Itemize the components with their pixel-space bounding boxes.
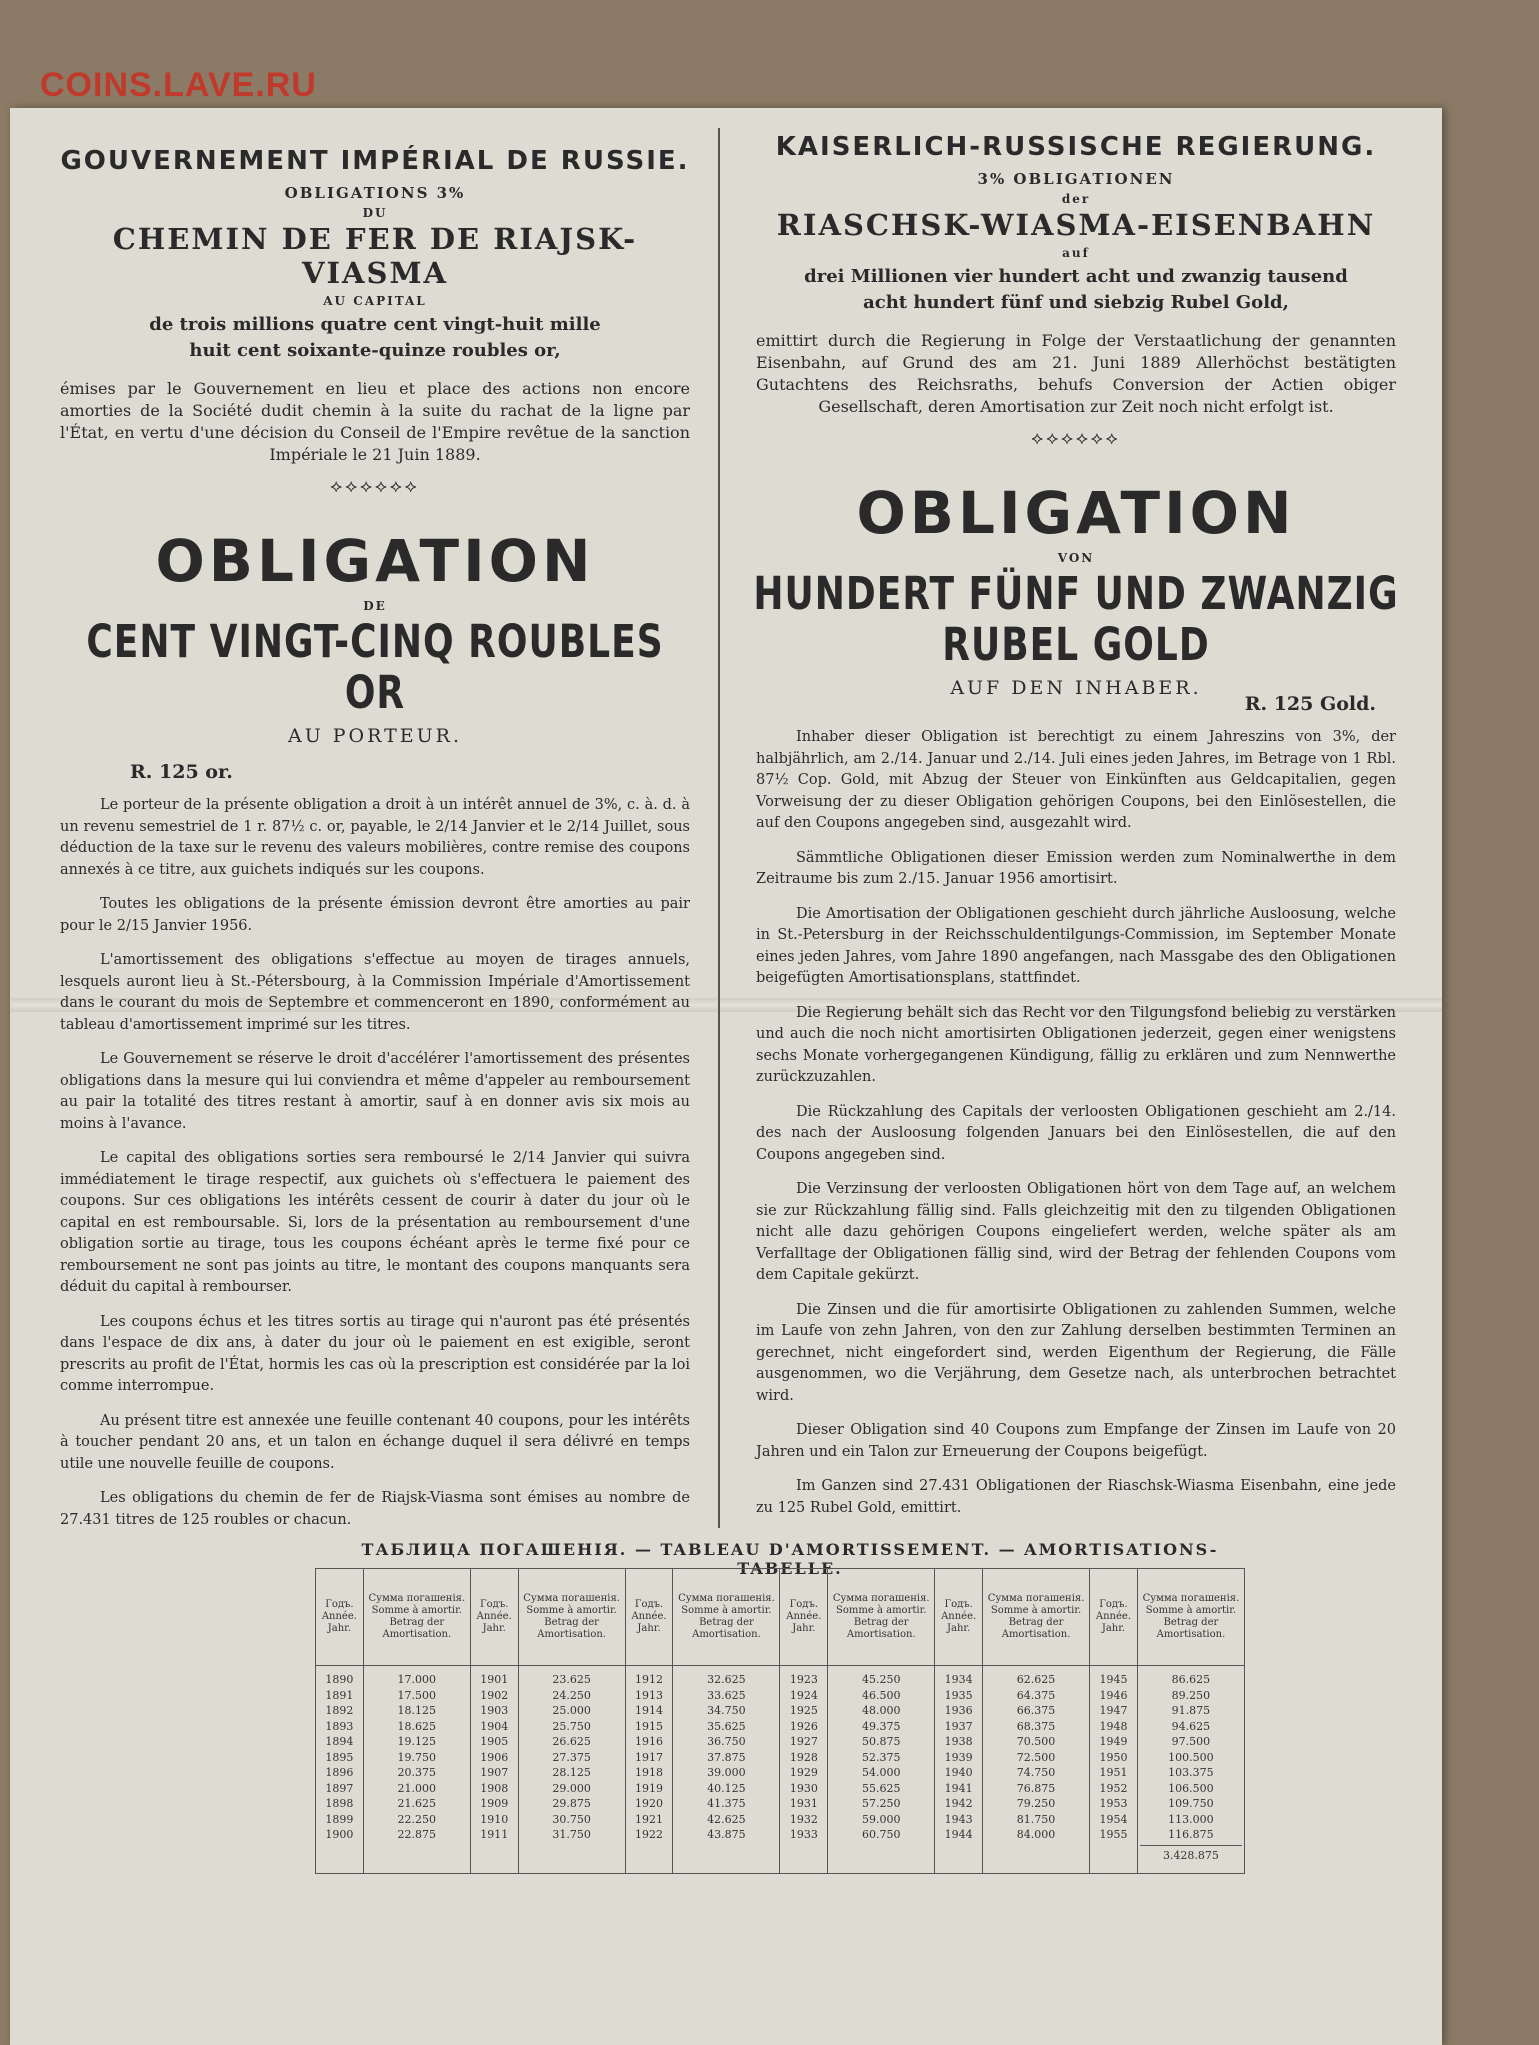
german-paragraph: Die Regierung behält sich das Recht vor den Tilgungsfond beliebig zu verstärken und auch die noch nicht amortisirten Obligationen jederzeit, gegen einer wenigstens sechs Monate vorhergegangenen Kündigung, fällig zu erklären und zum Nennwerthe zurückzuzahlen. bbox=[756, 1004, 1396, 1085]
german-paragraph: Im Ganzen sind 27.431 Obligationen der Riaschsk-Wiasma Eisenbahn, eine jede zu 125 Rubel Gold, emittirt. bbox=[756, 1478, 1396, 1516]
sum-cell-last bbox=[1137, 1666, 1244, 1874]
column-separator bbox=[718, 128, 720, 1528]
sum-cell: 23.625 24.250 25.000 25.750 26.625 27.375 28.125 29.000 29.875 30.750 31.750 bbox=[518, 1666, 625, 1874]
year-cell: 1901 1902 1903 1904 1905 1906 1907 1908 1909 1910 1911 bbox=[470, 1666, 518, 1874]
sum-header: Сумма погашенія. Somme à amortir. Betrag der Amortisation. bbox=[518, 1569, 625, 1666]
year-header: Годъ. Année. Jahr. bbox=[1090, 1569, 1138, 1666]
german-ornament: ⟡⟡⟡⟡⟡⟡ bbox=[1031, 428, 1121, 449]
bond-document bbox=[10, 108, 1442, 2045]
sum-header: Сумма погашенія. Somme à amortir. Betrag der Amortisation. bbox=[828, 1569, 935, 1666]
year-header: Годъ. Année. Jahr. bbox=[780, 1569, 828, 1666]
sum-cell: 45.250 46.500 48.000 49.375 50.875 52.375 54.000 55.625 57.250 59.000 60.750 bbox=[828, 1666, 935, 1874]
watermark: COINS.LAVE.RU bbox=[40, 66, 317, 104]
french-paragraph: Le porteur de la présente obligation a droit à un intérêt annuel de 3%, c. à. d. à un revenu semestriel de 1 r. 87½ c. or, payable, le 2/14 Janvier et le 2/14 Juillet, sous déduction de la taxe sur le revenu des valeurs mobilières, contre remise des coupons annexés à ce titre, aux guichets indiqués sur les coupons. bbox=[60, 797, 690, 878]
sum-cell: 62.625 64.375 66.375 68.375 70.500 72.500 74.750 76.875 79.250 81.750 84.000 bbox=[983, 1666, 1090, 1874]
table-header-row bbox=[316, 1569, 1245, 1666]
german-paragraph: Die Amortisation der Obligationen geschieht durch jährliche Ausloosung, welche in St.-Petersburg in der Reichsschuldentilgungs-Commission, im September Monate eines jeden Jahres, vom Jahre 1890 angefangen, nach Massgabe des den Obligationen beigefügten Amortisationsplans, stattfindet. bbox=[756, 905, 1396, 986]
sum-header: Сумма погашенія. Somme à amortir. Betrag der Amortisation. bbox=[673, 1569, 780, 1666]
table-row bbox=[316, 1666, 1245, 1874]
french-railway-name: CHEMIN DE FER DE RIAJSK-VIASMA bbox=[112, 222, 638, 290]
french-column bbox=[50, 108, 700, 1544]
french-paragraph: Le capital des obligations sorties sera remboursé le 2/14 Janvier qui suivra immédiatement le tirage respectif, aux guichets où s'effectuera le paiement des coupons. Sur ces obligations les intérêts cessent de courir à dater du jour où le capital en est remboursable. Si, lors de la présentation au remboursement d'une obligation sortie au tirage, tous les coupons échéant après le terme fixé pour ce remboursement ne sont pas joints au titre, le montant des coupons manquants sera déduit du capital à rembourser. bbox=[60, 1150, 690, 1295]
german-paragraph: Sämmtliche Obligationen dieser Emission werden zum Nominalwerthe in dem Zeitraume bis zum 2./15. Januar 1956 amortisirt. bbox=[756, 849, 1396, 887]
german-paragraph: Inhaber dieser Obligation ist berechtigt zu einem Jahreszins von 3%, der halbjährlich, am 2./14. Januar und 2./14. Juli eines jeden Jahres, im Betrage von 1 Rbl. 87½ Cop. Gold, mit Abzug der Steuer von Einkünften aus Geldcapitalien, gegen Vorweisung der zu dieser Obligation gehörigen Coupons, bei den Einlösestellen, die auf den Coupons angegeben sind, ausgezahlt wird. bbox=[756, 729, 1396, 831]
year-header: Годъ. Année. Jahr. bbox=[470, 1569, 518, 1666]
year-cell: 1934 1935 1936 1937 1938 1939 1940 1941 1942 1943 1944 bbox=[935, 1666, 983, 1874]
year-cell: 1945 1946 1947 1948 1949 1950 1951 1952 1953 1954 1955 bbox=[1090, 1666, 1138, 1874]
german-sub2: der bbox=[1061, 192, 1091, 206]
sum-header: Сумма погашенія. Somme à amortir. Betrag der Amortisation. bbox=[363, 1569, 470, 1666]
year-cell: 1923 1924 1925 1926 1927 1928 1929 1930 1931 1932 1933 bbox=[780, 1666, 828, 1874]
sum-header: Сумма погашенія. Somme à amortir. Betrag der Amortisation. bbox=[983, 1569, 1090, 1666]
german-government-title: KAISERLICH-RUSSISCHE REGIERUNG. bbox=[775, 132, 1377, 162]
french-capital-line2: huit cent soixante-quinze roubles or, bbox=[189, 340, 561, 361]
german-obligation-heading: OBLIGATION bbox=[856, 479, 1296, 547]
german-paragraph: Dieser Obligation sind 40 Coupons zum Empfange der Zinsen im Laufe von 20 Jahren und ein Talon zur Erneuerung der Coupons beigefügt. bbox=[756, 1422, 1396, 1460]
french-paragraph: Les obligations du chemin de fer de Riajsk-Viasma sont émises au nombre de 27.431 titres de 125 roubles or chacun. bbox=[60, 1490, 690, 1528]
german-sub1: 3% OBLIGATIONEN bbox=[977, 170, 1175, 188]
sum-header: Сумма погашенія. Somme à amortir. Betrag der Amortisation. bbox=[1137, 1569, 1244, 1666]
french-body bbox=[50, 795, 700, 1531]
french-sub3: AU CAPITAL bbox=[323, 294, 427, 308]
german-paragraph: Die Zinsen und die für amortisirte Obligationen zu zahlenden Summen, welche im Laufe von zehn Jahren, von den zur Zahlung derselben bestimmten Terminen an gerechnet, nicht eingefordert sind, werden Eigenthum der Regierung, die Fälle ausgenommen, wo die Verjährung, dem Gesetze nach, als unterbrochen betrachtet wird. bbox=[756, 1301, 1396, 1404]
german-amount-title: HUNDERT FÜNF UND ZWANZIG RUBEL GOLD bbox=[753, 568, 1399, 672]
sum-values: 86.625 89.250 91.875 94.625 97.500 100.500 103.375 106.500 109.750 113.000 116.875 bbox=[1168, 1673, 1214, 1841]
table-total: 3.428.875 bbox=[1140, 1845, 1242, 1864]
year-header: Годъ. Année. Jahr. bbox=[935, 1569, 983, 1666]
german-bearer: AUF DEN INHABER. bbox=[950, 677, 1202, 699]
sum-cell: 32.625 33.625 34.750 35.625 36.750 37.875 39.000 40.125 41.375 42.625 43.875 bbox=[673, 1666, 780, 1874]
year-cell: 1890 1891 1892 1893 1894 1895 1896 1897 1898 1899 1900 bbox=[316, 1666, 364, 1874]
german-capital-line2: acht hundert fünf und siebzig Rubel Gold, bbox=[863, 292, 1289, 313]
sum-cell: 17.000 17.500 18.125 18.625 19.125 19.750 20.375 21.000 21.625 22.250 22.875 bbox=[363, 1666, 470, 1874]
german-column bbox=[746, 108, 1406, 1532]
german-amount: R. 125 Gold. bbox=[1244, 693, 1376, 715]
french-obligation-heading: OBLIGATION bbox=[155, 527, 595, 595]
german-intro: emittirt durch die Regierung in Folge der Verstaatlichung der genannten Eisenbahn, auf Grund des am 21. Juni 1889 Allerhöchst bestätigten Gutachtens des Reichsraths, behufs Conversion der Actien obiger Gesellschaft, deren Amortisation zur Zeit noch nicht erfolgt ist. bbox=[756, 331, 1396, 416]
year-cell: 1912 1913 1914 1915 1916 1917 1918 1919 1920 1921 1922 bbox=[625, 1666, 673, 1874]
french-bearer: AU PORTEUR. bbox=[287, 725, 462, 747]
german-paragraph: Die Verzinsung der verloosten Obligationen hört von dem Tage auf, an welchem sie zur Rückzahlung fällig sind. Falls gleichzeitig mit den zu tilgenden Obligationen nicht alle dazu gehörigen Coupons eingeliefert werden, welche später als am Verfalltage der Obligationen fällig sind, wird der Betrag der fehlenden Coupons vom dem Capitale gekürzt. bbox=[756, 1181, 1396, 1283]
german-body bbox=[746, 727, 1406, 1519]
year-header: Годъ. Année. Jahr. bbox=[316, 1569, 364, 1666]
french-paragraph: Le Gouvernement se réserve le droit d'accélérer l'amortissement des présentes obligations dans la mesure qui lui conviendra et même d'appeler au remboursement au pair la totalité des titres restant à amortir, sauf à en donner avis six mois au moins à l'avance. bbox=[60, 1051, 690, 1132]
amortization-table bbox=[315, 1568, 1245, 1874]
french-paragraph: L'amortissement des obligations s'effectue au moyen de tirages annuels, lesquels auront lieu à St.-Pétersbourg, à la Commission Impériale d'Amortissement dans le courant du mois de Septembre et commenceront en 1890, conformément au tableau d'amortissement imprimé sur les titres. bbox=[60, 952, 690, 1033]
german-sub3: auf bbox=[1062, 246, 1090, 260]
german-capital-line1: drei Millionen vier hundert acht und zwanzig tausend bbox=[804, 266, 1348, 287]
french-amount-title: CENT VINGT-CINQ ROUBLES OR bbox=[86, 616, 664, 720]
french-ornament: ⟡⟡⟡⟡⟡⟡ bbox=[330, 476, 420, 497]
french-intro: émises par le Gouvernement en lieu et place des actions non encore amorties de la Société dudit chemin à la suite du rachat de la ligne par l'État, en vertu d'une décision du Conseil de l'Empire revêtue de la sanction Impériale le 21 Juin 1889. bbox=[60, 379, 690, 464]
french-sub1: OBLIGATIONS 3% bbox=[284, 184, 466, 202]
french-paragraph: Les coupons échus et les titres sortis au tirage qui n'auront pas été présentés dans l'espace de dix ans, à dater du jour où le paiement en est exigible, seront prescrits au profit de l'État, hormis les cas où la prescription est considérée par la loi comme interrompue. bbox=[60, 1313, 690, 1394]
french-capital-line1: de trois millions quatre cent vingt-huit mille bbox=[149, 314, 601, 335]
french-paragraph: Au présent titre est annexée une feuille contenant 40 coupons, pour les intérêts à toucher pendant 20 ans, et un talon en échange duquel il sera délivré en temps utile une nouvelle feuille de coupons. bbox=[60, 1412, 690, 1472]
year-header: Годъ. Année. Jahr. bbox=[625, 1569, 673, 1666]
french-paragraph: Toutes les obligations de la présente émission devront être amorties au pair pour le 2/15 Janvier 1956. bbox=[60, 896, 690, 934]
german-von: VON bbox=[1057, 551, 1095, 565]
german-railway-name: RIASCHSK-WIASMA-EISENBAHN bbox=[776, 208, 1376, 242]
amortization-table-title: ТАБЛИЦА ПОГАШЕНIЯ. — TABLEAU D'AMORTISSEMENT. — AMORTISATIONS-TABELLE. bbox=[361, 1540, 1219, 1578]
french-sub2: DU bbox=[362, 206, 388, 220]
french-government-title: GOUVERNEMENT IMPÉRIAL DE RUSSIE. bbox=[60, 146, 690, 176]
french-de: DE bbox=[363, 599, 387, 613]
german-paragraph: Die Rückzahlung des Capitals der verloosten Obligationen geschieht am 2./14. des nach der Ausloosung folgenden Januars bei den Einlösestellen, die auf den Coupons angegeben sind. bbox=[756, 1103, 1396, 1163]
french-amount: R. 125 or. bbox=[130, 761, 233, 783]
